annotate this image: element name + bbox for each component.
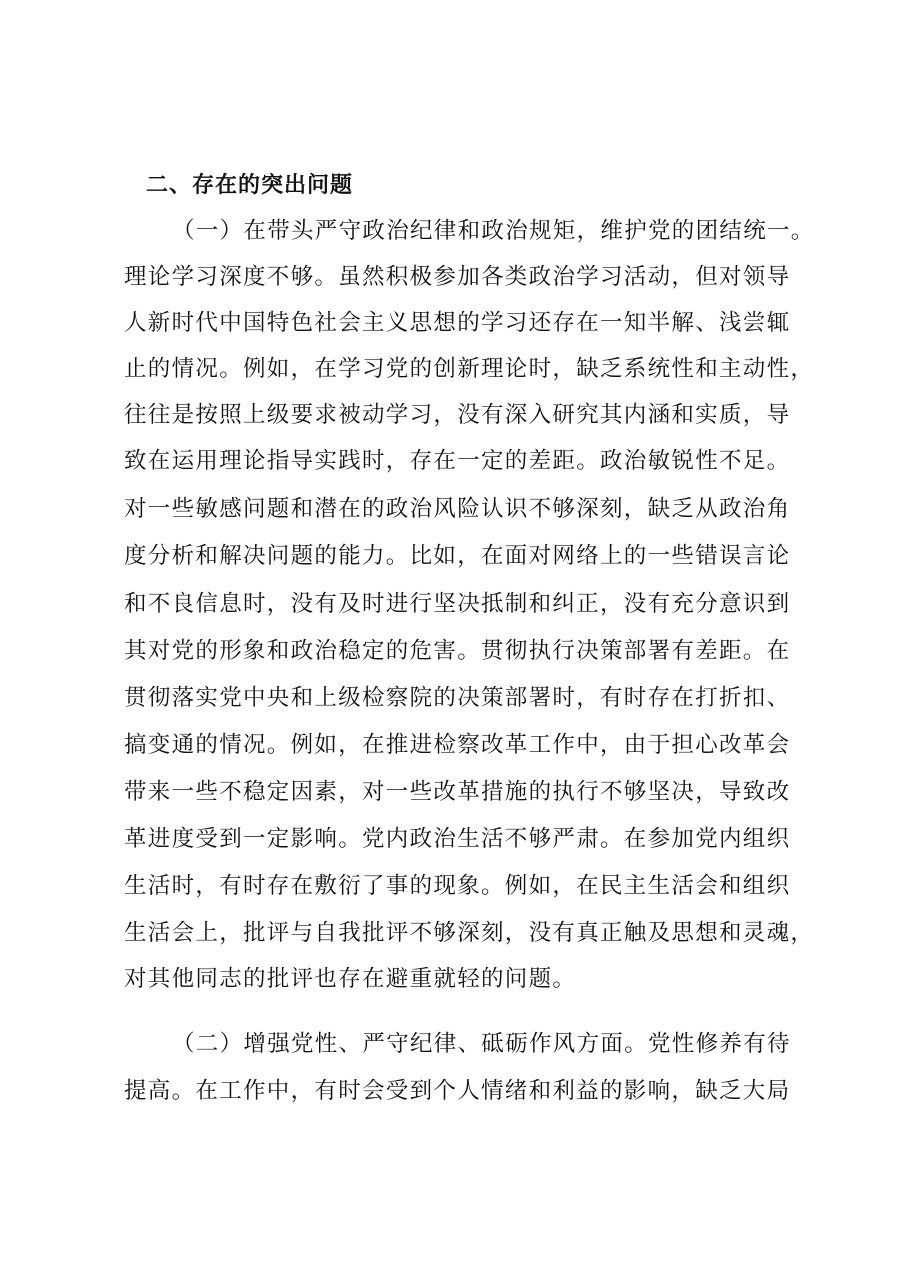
paragraph-1-line-9: 和不良信息时，没有及时进行坚决抵制和纠正，没有充分意识到 [124,591,791,617]
paragraph-1-line-6: 致在运用理论指导实践时，存在一定的差距。政治敏锐性不足。 [124,448,791,474]
paragraph-1-line-3: 人新时代中国特色社会主义思想的学习还存在一知半解、浅尝辄 [124,310,791,336]
paragraph-1-line-5: 往往是按照上级要求被动学习，没有深入研究其内涵和实质，导 [124,402,791,428]
paragraph-2-line-1: （二）增强党性、严守纪律、砥砺作风方面。党性修养有待 [172,1031,791,1057]
paragraph-1-line-10: 其对党的形象和政治稳定的危害。贯彻执行决策部署有差距。在 [124,638,791,664]
paragraph-1-line-14: 革进度受到一定影响。党内政治生活不够严肃。在参加党内组织 [124,826,791,852]
section-heading: 二、存在的突出问题 [146,173,354,198]
paragraph-1-line-7: 对一些敏感问题和潜在的政治风险认识不够深刻，缺乏从政治角 [124,496,791,522]
paragraph-1-line-2: 理论学习深度不够。虽然积极参加各类政治学习活动，但对领导 [124,264,791,290]
paragraph-2-line-2: 提高。在工作中，有时会受到个人情绪和利益的影响，缺乏大局 [124,1078,791,1104]
paragraph-1-line-12: 搞变通的情况。例如，在推进检察改革工作中，由于担心改革会 [124,732,791,758]
paragraph-1-line-1: （一）在带头严守政治纪律和政治规矩，维护党的团结统一。 [172,218,815,244]
paragraph-1-line-8: 度分析和解决问题的能力。比如，在面对网络上的一些错误言论 [124,543,791,569]
paragraph-1-line-4: 止的情况。例如，在学习党的创新理论时，缺乏系统性和主动性， [124,356,815,382]
paragraph-1-line-11: 贯彻落实党中央和上级检察院的决策部署时，有时存在打折扣、 [124,685,791,711]
paragraph-1-line-15: 生活时，有时存在敷衍了事的现象。例如，在民主生活会和组织 [124,873,791,899]
paragraph-1-line-13: 带来一些不稳定因素，对一些改革措施的执行不够坚决，导致改 [124,779,791,805]
paragraph-1-line-16: 生活会上，批评与自我批评不够深刻，没有真正触及思想和灵魂， [124,920,815,946]
paragraph-1-line-17: 对其他同志的批评也存在避重就轻的问题。 [124,966,577,992]
